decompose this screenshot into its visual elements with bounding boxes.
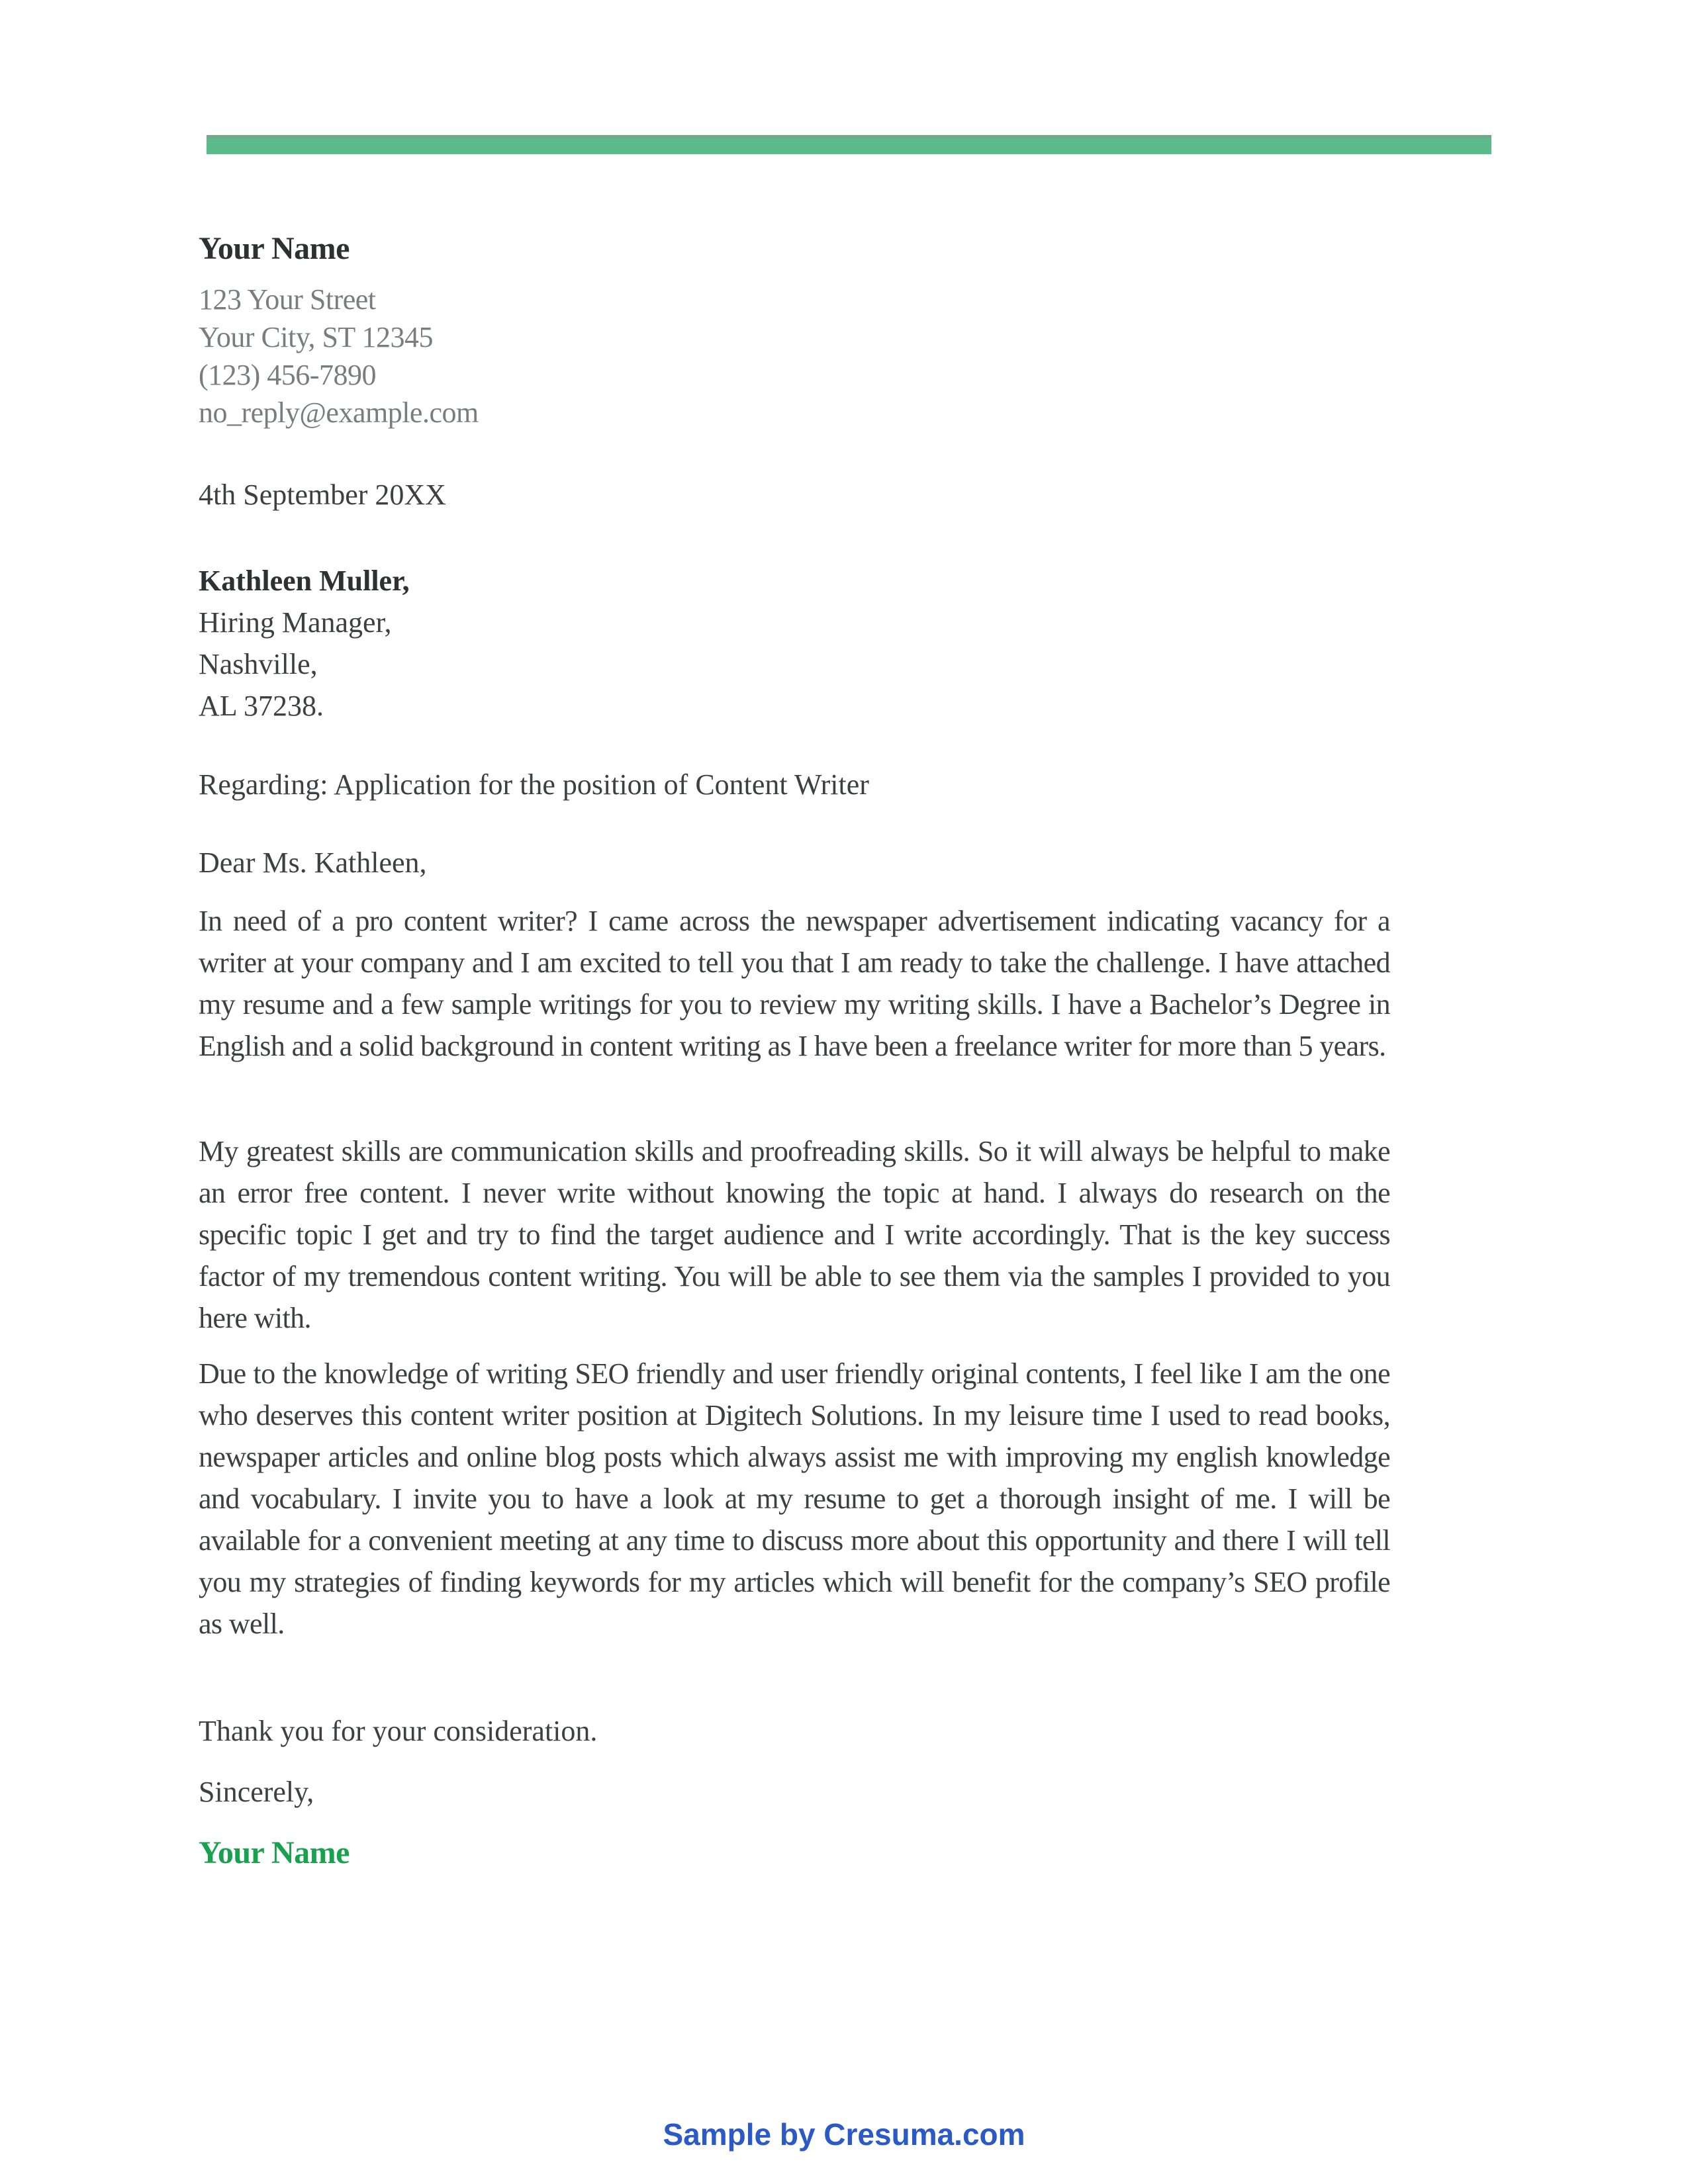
recipient-title: Hiring Manager,	[199, 606, 392, 639]
sender-name: Your Name	[199, 231, 350, 266]
body-paragraph-1: In need of a pro content writer? I came across the newspaper advertisement indicating vacancy for a writer at your company and I am excited to tell you that I am ready to take the challenge. I have attached my resume and a few sample writings for you to review my writing skills. I have a Bachelor’s Degree in English and a solid background in content writing as I have been a freelance writer for more than 5 years.	[199, 905, 1390, 1062]
sender-address-city: Your City, ST 12345	[199, 321, 434, 353]
body-paragraph-2: My greatest skills are communication skills and proofreading skills. So it will always be helpful to make an error free content. I never write without knowing the topic at hand. I always do research on the specific topic I get and try to find the target audience and I write accordingly. That is the key success factor of my tremendous content writing. You will be able to see them via the samples I provided to you here with.	[199, 1135, 1390, 1334]
salutation: Dear Ms. Kathleen,	[199, 846, 427, 879]
recipient-city: Nashville,	[199, 648, 318, 680]
footer-brand-link[interactable]: Sample by Cresuma.com	[663, 2117, 1025, 2152]
sender-address	[199, 281, 1390, 432]
body-paragraph-3: Due to the knowledge of writing SEO friendly and user friendly original contents, I feel like I am the one who deserves this content writer position at Digitech Solutions. In my leisure time I used to read books, newspaper articles and online blog posts which always assist me with improving my english knowledge and vocabulary. I invite you to have a look at my resume to get a thorough insight of me. I will be available for a convenient meeting at any time to discuss more about this opportunity and there I will tell you my strategies of finding keywords for my articles which will benefit for the company’s SEO profile as well.	[199, 1357, 1390, 1640]
sender-phone: (123) 456-7890	[199, 359, 376, 391]
top-accent-bar	[207, 135, 1491, 154]
letter-date: 4th September 20XX	[199, 478, 446, 511]
subject-line: Regarding: Application for the position of Content Writer	[199, 768, 869, 801]
thanks-line: Thank you for your consideration.	[199, 1715, 598, 1747]
signature-name: Your Name	[199, 1835, 350, 1870]
signoff-line: Sincerely,	[199, 1776, 314, 1808]
recipient-block	[199, 560, 1390, 727]
recipient-zip: AL 37238.	[199, 690, 324, 722]
sender-address-street: 123 Your Street	[199, 283, 376, 316]
sender-email: no_reply@example.com	[199, 396, 479, 429]
recipient-name: Kathleen Muller,	[199, 565, 410, 597]
